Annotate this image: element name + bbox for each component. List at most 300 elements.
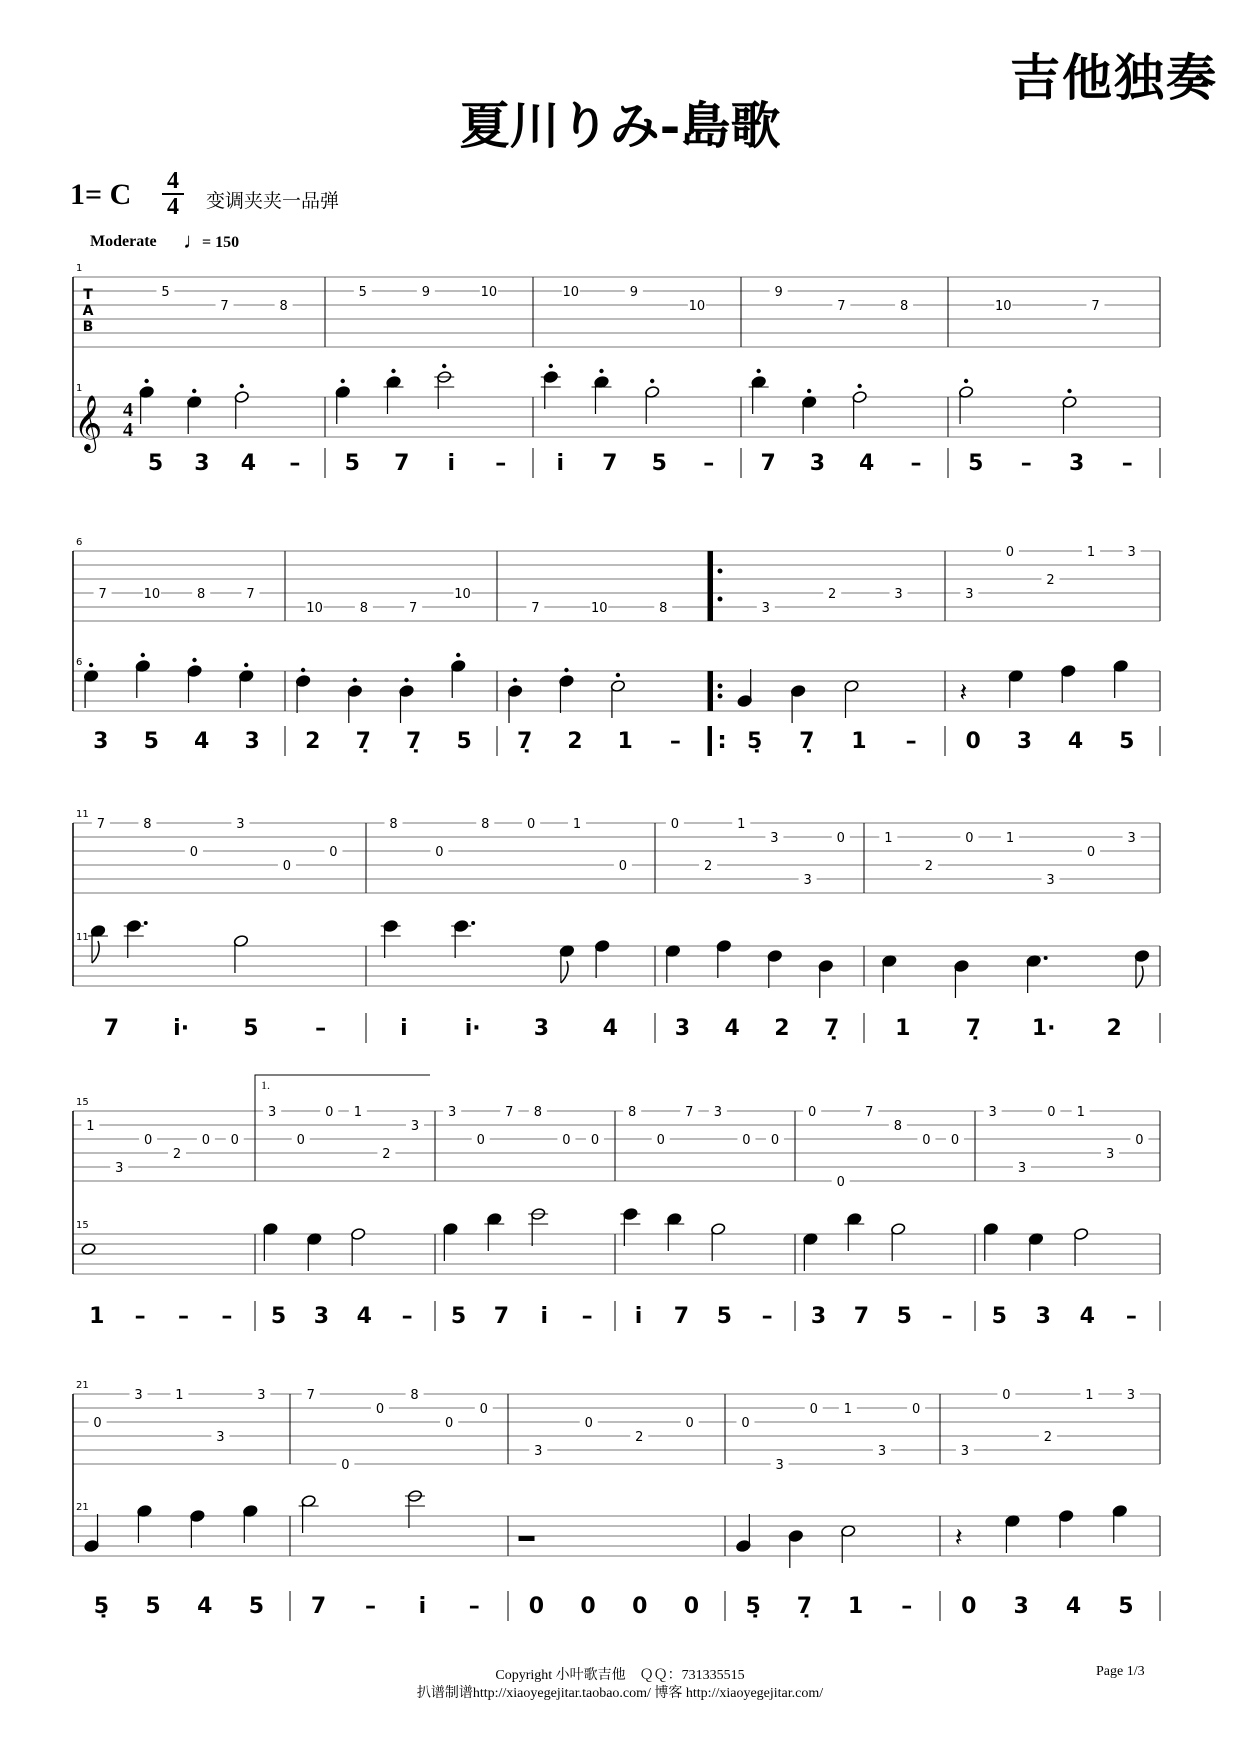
jianpu-number: 5 (651, 451, 667, 476)
tab-fret-number: 1 (843, 1402, 852, 1417)
jianpu-dash: – (905, 729, 917, 754)
tab-fret-number: 0 (809, 1402, 818, 1417)
tab-fret-number: 1 (1076, 1105, 1085, 1120)
tab-fret-number: 3 (713, 1105, 722, 1120)
staccato-dot (599, 369, 603, 373)
staccato-dot (192, 389, 196, 393)
jianpu-number: 5̣ (745, 1594, 761, 1619)
tab-fret-number: 2 (703, 859, 713, 874)
tempo-value: = 150 (202, 234, 240, 251)
tab-fret-number: 0 (93, 1416, 102, 1431)
jianpu-number: 1 (89, 1304, 105, 1329)
jianpu-number: 1 (895, 1016, 911, 1041)
jianpu-number: 4 (356, 1304, 372, 1329)
jianpu-dash: – (901, 1594, 913, 1619)
staccato-dot (240, 384, 244, 388)
note-flag (92, 941, 99, 963)
jianpu-dash: – (941, 1304, 953, 1329)
note-flag (1136, 966, 1143, 988)
tab-fret-number: 3 (1127, 831, 1136, 846)
staccato-dot (89, 663, 93, 667)
jianpu-number: i (556, 451, 565, 476)
tab-fret-number: 0 (836, 1175, 845, 1190)
note-flag (561, 961, 568, 983)
tab-fret-number: 9 (774, 285, 783, 300)
measure-number: 15 (76, 1220, 89, 1231)
tab-fret-number: 0 (584, 1416, 593, 1431)
measure-number: 21 (76, 1380, 89, 1391)
tab-fret-number: 8 (279, 299, 288, 314)
volta-bracket (255, 1075, 430, 1112)
jianpu-number: 3 (1069, 451, 1085, 476)
tab-fret-number: 0 (479, 1402, 488, 1417)
tab-fret-number: 0 (911, 1402, 921, 1417)
jianpu-number: 3 (93, 729, 109, 754)
jianpu-number: i (447, 451, 456, 476)
jianpu-number: 7 (760, 451, 776, 476)
tab-fret-number: 10 (306, 601, 323, 616)
tab-fret-number: 8 (389, 817, 398, 832)
measure-number: 1 (76, 263, 83, 274)
jianpu-number: 3 (810, 1304, 827, 1329)
volta-label: 1. (261, 1078, 270, 1092)
jianpu-number: 3 (1035, 1304, 1051, 1329)
repeat-barline-thick (708, 551, 713, 621)
tab-fret-number: 3 (1127, 545, 1136, 560)
jianpu-dash: – (669, 729, 681, 754)
jianpu-number: 2 (774, 1016, 790, 1041)
tab-fret-number: 10 (143, 587, 161, 602)
tab-fret-number: 7 (246, 587, 255, 602)
measure-number: 6 (76, 537, 83, 548)
jianpu-number: 5 (143, 729, 159, 754)
note-head (1134, 949, 1149, 962)
tempo-marking: Moderate (90, 233, 157, 250)
tab-fret-number: 0 (618, 859, 628, 874)
note-head (818, 959, 833, 972)
jianpu-number: 3 (1013, 1594, 1029, 1619)
tab-fret-number: 3 (894, 587, 903, 602)
tab-fret-number: 2 (635, 1430, 644, 1445)
tab-fret-number: 0 (143, 1133, 153, 1148)
jianpu-number: i· (464, 1016, 481, 1041)
tab-fret-number: 0 (742, 1133, 751, 1148)
note-head (1058, 1509, 1073, 1522)
tab-fret-number: 0 (1002, 1388, 1011, 1403)
tab-fret-number: 3 (134, 1388, 143, 1403)
quarter-note-icon: ♩ (183, 228, 205, 253)
quarter-rest: 𝄽 (959, 678, 968, 708)
tab-fret-number: 3 (877, 1444, 887, 1459)
tab-fret-number: 7 (685, 1105, 694, 1120)
tab-fret-number: 2 (1046, 573, 1055, 588)
tab-fret-number: 2 (382, 1147, 391, 1162)
tab-fret-number: 10 (562, 285, 580, 300)
staccato-dot (1067, 389, 1071, 393)
jianpu-number: 2 (1106, 1016, 1122, 1041)
jianpu-number: 0 (961, 1594, 977, 1619)
staccato-dot (141, 653, 145, 657)
measure-number: 6 (76, 657, 83, 668)
quarter-rest: 𝄽 (954, 1523, 963, 1553)
staccato-dot (301, 668, 305, 672)
tab-fret-number: 3 (1105, 1147, 1115, 1162)
jianpu-number: 7 (602, 451, 618, 476)
jianpu-dash: – (134, 1304, 146, 1329)
tab-fret-number: 3 (770, 831, 779, 846)
staccato-dot (244, 663, 248, 667)
capo-note: 变调夹夹一品弹 (206, 190, 340, 212)
jianpu-number: 7̣ (406, 729, 422, 754)
tab-fret-number: 7 (865, 1105, 874, 1120)
measure-number: 1 (76, 383, 83, 394)
staccato-dot (341, 379, 345, 383)
note-head (594, 939, 609, 952)
jianpu-dash: – (1125, 1304, 1137, 1329)
key-signature: 1= C (70, 178, 132, 211)
tab-fret-number: 3 (236, 817, 245, 832)
jianpu-number: 5 (248, 1594, 265, 1619)
tab-fret-number: 3 (965, 587, 974, 602)
staccato-dot (650, 379, 654, 383)
note-head (190, 1509, 205, 1522)
tab-fret-number: 3 (115, 1161, 124, 1176)
tab-fret-number: 3 (1046, 873, 1055, 888)
staccato-dot (442, 364, 446, 368)
tab-fret-number: 7 (306, 1388, 315, 1403)
note-head (559, 674, 574, 687)
tab-fret-number: 1 (884, 831, 893, 846)
staff-time-bottom: 4 (123, 419, 133, 441)
jianpu-number: i (634, 1304, 643, 1329)
jianpu-dash: – (289, 451, 301, 476)
tab-fret-number: 8 (143, 817, 152, 832)
tab-fret-number: 8 (533, 1105, 542, 1120)
jianpu-number: 4 (1079, 1304, 1095, 1329)
note-head (295, 674, 310, 687)
tab-fret-number: 8 (481, 817, 490, 832)
measure-number: 11 (76, 932, 89, 943)
tab-fret-number: 0 (282, 859, 292, 874)
jianpu-number: 7 (394, 451, 410, 476)
jianpu-dash: – (581, 1304, 593, 1329)
jianpu-number: 3 (194, 451, 210, 476)
tab-fret-number: 0 (189, 845, 199, 860)
repeat-dot (718, 597, 723, 602)
tab-fret-number: 0 (375, 1402, 385, 1417)
tab-fret-number: 8 (410, 1388, 419, 1403)
staccato-dot (144, 379, 148, 383)
tab-fret-number: 1 (353, 1105, 362, 1120)
jianpu-dash: – (703, 451, 715, 476)
jianpu-number: 7̣ (965, 1016, 981, 1041)
tab-fret-number: 3 (534, 1444, 543, 1459)
tab-fret-number: 7 (409, 601, 418, 616)
repeat-barline-thick (708, 671, 713, 711)
note-head (852, 390, 867, 403)
dotted-note (471, 921, 475, 925)
tab-fret-number: 0 (341, 1458, 350, 1473)
jianpu-number: 5 (968, 451, 984, 476)
jianpu-number: 3 (809, 451, 826, 476)
tab-fret-number: 1 (1005, 831, 1015, 846)
jianpu-number: 0 (528, 1594, 545, 1619)
jianpu-number: i (400, 1016, 408, 1041)
tab-clef: B (82, 319, 94, 335)
note-head (1061, 664, 1076, 677)
tab-fret-number: 3 (761, 601, 770, 616)
note-head (736, 1539, 751, 1552)
tab-fret-number: 1 (86, 1119, 95, 1134)
jianpu-number: 1 (617, 729, 633, 754)
jianpu-number: 4 (724, 1016, 740, 1041)
tab-fret-number: 10 (995, 299, 1012, 314)
song-title: 夏川りみ-島歌 (459, 96, 781, 155)
repeat-dot (718, 694, 723, 699)
repeat-dot (718, 569, 723, 574)
tab-fret-number: 0 (950, 1133, 960, 1148)
jianpu-number: 3 (533, 1016, 550, 1041)
note-head (767, 949, 782, 962)
jianpu-number: 2 (567, 729, 583, 754)
tab-fret-number: 0 (965, 831, 974, 846)
tab-fret-number: 8 (628, 1105, 637, 1120)
jianpu-number: 7 (493, 1304, 510, 1329)
staccato-dot (616, 673, 620, 677)
jianpu-number: 5̣ (747, 729, 763, 754)
jianpu-number: 3 (313, 1304, 330, 1329)
tab-fret-number: 0 (685, 1416, 694, 1431)
jianpu-number: 7̣ (796, 1594, 813, 1619)
tab-fret-number: 0 (922, 1133, 931, 1148)
jianpu-number: 1· (1031, 1016, 1056, 1041)
tab-fret-number: 0 (1086, 845, 1096, 860)
staccato-dot (353, 678, 357, 682)
tab-fret-number: 0 (670, 817, 680, 832)
note-head (399, 684, 414, 697)
time-bottom: 4 (167, 194, 179, 220)
repeat-barline-thick (708, 726, 712, 756)
jianpu-number: 5 (270, 1304, 287, 1329)
note-head (737, 694, 752, 707)
jianpu-number: 7̣ (355, 729, 371, 754)
page-number: Page 1/3 (1096, 1664, 1145, 1679)
staccato-dot (404, 678, 408, 682)
tab-fret-number: 0 (1005, 545, 1015, 560)
treble-clef: 𝄞 (73, 395, 103, 451)
tab-fret-number: 3 (257, 1388, 266, 1403)
tab-fret-number: 2 (924, 859, 934, 874)
tab-fret-number: 0 (1135, 1133, 1144, 1148)
tab-fret-number: 10 (454, 587, 471, 602)
jianpu-dash: – (364, 1594, 376, 1619)
measure-number: 21 (76, 1502, 89, 1513)
tab-fret-number: 0 (770, 1133, 780, 1148)
tab-fret-number: 7 (505, 1105, 514, 1120)
measure-number: 11 (76, 809, 89, 820)
jianpu-dash: – (401, 1304, 413, 1329)
jianpu-dash: – (468, 1594, 480, 1619)
jianpu-number: 4 (240, 451, 257, 476)
jianpu-number: 3 (244, 729, 260, 754)
tab-fret-number: 1 (737, 817, 746, 832)
tab-fret-number: 2 (828, 587, 837, 602)
jianpu-number: 0 (580, 1594, 596, 1619)
staccato-dot (192, 658, 196, 662)
jianpu-number: i· (173, 1016, 190, 1041)
tab-clef: A (82, 303, 94, 319)
time-top: 4 (167, 168, 179, 194)
tab-fret-number: 3 (410, 1119, 420, 1134)
jianpu-number: 5 (344, 451, 360, 476)
staccato-dot (549, 364, 553, 368)
tab-fret-number: 8 (893, 1119, 902, 1134)
dotted-note (144, 921, 148, 925)
tab-fret-number: 3 (803, 873, 812, 888)
jianpu-number: 4 (602, 1016, 618, 1041)
jianpu-number: 5 (1118, 1594, 1134, 1619)
tab-fret-number: 7 (220, 299, 229, 314)
tab-fret-number: 0 (741, 1416, 750, 1431)
dotted-note (1044, 956, 1048, 960)
jianpu-number: 5 (896, 1304, 912, 1329)
tab-fret-number: 3 (1017, 1161, 1027, 1176)
jianpu-number: 1 (851, 729, 867, 754)
jianpu-number: i (540, 1304, 549, 1329)
jianpu-number: 4 (859, 451, 875, 476)
note-head (788, 1529, 803, 1542)
tab-fret-number: 2 (172, 1147, 182, 1162)
tab-fret-number: 3 (960, 1444, 970, 1459)
tab-fret-number: 7 (1091, 299, 1100, 314)
staccato-dot (857, 384, 861, 388)
jianpu-number: i (418, 1594, 427, 1619)
jianpu-number: 0 (965, 729, 981, 754)
jianpu-number: 4 (197, 1594, 213, 1619)
jianpu-number: 5 (145, 1594, 161, 1619)
jianpu-dash: – (910, 451, 922, 476)
jianpu-number: 5 (456, 729, 472, 754)
whole-rest (519, 1536, 535, 1541)
tab-fret-number: 0 (562, 1133, 571, 1148)
tab-fret-number: 9 (629, 285, 638, 300)
jianpu-number: 5 (147, 451, 164, 476)
tab-fret-number: 1 (175, 1388, 184, 1403)
tab-fret-number: 7 (96, 817, 106, 832)
tab-fret-number: 5 (358, 285, 367, 300)
jianpu-number: 7̣ (516, 729, 533, 754)
tab-fret-number: 0 (445, 1416, 454, 1431)
tab-fret-number: 0 (296, 1133, 305, 1148)
jianpu-number: 7̣ (823, 1016, 840, 1041)
tab-fret-number: 0 (325, 1105, 334, 1120)
staccato-dot (756, 369, 760, 373)
jianpu-number: 7 (673, 1304, 690, 1329)
staff-time-top: 4 (123, 399, 133, 421)
jianpu-number: 5 (243, 1016, 259, 1041)
tab-fret-number: 0 (527, 817, 536, 832)
note-head (1073, 1227, 1088, 1240)
jianpu-number: 5 (450, 1304, 467, 1329)
jianpu-dash: – (178, 1304, 189, 1329)
note-head (84, 1539, 99, 1552)
note-head (187, 664, 202, 677)
tab-fret-number: 3 (268, 1105, 277, 1120)
jianpu-dash: – (315, 1016, 327, 1041)
tab-fret-number: 7 (531, 601, 540, 616)
jianpu-number: 7 (310, 1594, 327, 1619)
jianpu-number: 4 (1065, 1594, 1082, 1619)
tab-fret-number: 5 (161, 285, 170, 300)
jianpu-dash: – (761, 1304, 773, 1329)
tab-fret-number: 10 (480, 285, 498, 300)
jianpu-number: 7̣ (799, 729, 815, 754)
note-head (234, 390, 249, 403)
tab-fret-number: 7 (837, 299, 846, 314)
tab-fret-number: 0 (476, 1133, 485, 1148)
staccato-dot (391, 369, 395, 373)
note-head (507, 684, 522, 697)
jianpu-dash: – (221, 1304, 233, 1329)
jianpu-number: 3 (674, 1016, 691, 1041)
tab-fret-number: 3 (775, 1458, 784, 1473)
jianpu-number: 4 (194, 729, 210, 754)
tab-fret-number: 10 (688, 299, 706, 314)
jianpu-number: 5 (716, 1304, 732, 1329)
note-head (350, 1227, 365, 1240)
jianpu-number: 5̣ (93, 1594, 110, 1619)
tab-fret-number: 1 (1086, 545, 1096, 560)
jianpu-dash: – (1121, 451, 1133, 476)
note-head (790, 684, 805, 697)
tab-fret-number: 8 (197, 587, 206, 602)
measure-number: 15 (76, 1097, 89, 1108)
tab-fret-number: 2 (1043, 1430, 1053, 1445)
jianpu-number: 0 (683, 1594, 700, 1619)
jianpu-dash: – (495, 451, 507, 476)
copyright-line: Copyright 小叶歌吉他 ＱＱ：731335515 (495, 1668, 745, 1683)
repeat-dot (718, 684, 723, 689)
note-head (347, 684, 362, 697)
jianpu-dash: – (1020, 451, 1032, 476)
tab-fret-number: 0 (435, 845, 444, 860)
staccato-dot (513, 678, 517, 682)
tab-fret-number: 0 (808, 1105, 817, 1120)
tab-fret-number: 0 (836, 831, 845, 846)
staccato-dot (964, 379, 968, 383)
tab-fret-number: 7 (98, 587, 107, 602)
note-head (716, 939, 731, 952)
tab-fret-number: 0 (201, 1133, 211, 1148)
tab-fret-number: 3 (1126, 1388, 1136, 1403)
repeat-colon: : (717, 726, 727, 754)
jianpu-number: 5 (1119, 729, 1135, 754)
tab-fret-number: 1 (1085, 1388, 1094, 1403)
jianpu-number: 7 (103, 1016, 120, 1041)
tab-clef: T (83, 287, 93, 303)
staccato-dot (564, 668, 568, 672)
tab-fret-number: 10 (591, 601, 608, 616)
tab-fret-number: 3 (216, 1430, 225, 1445)
solo-guitar-tag: 吉他独奏 (1010, 49, 1218, 107)
jianpu-number: 7 (853, 1304, 870, 1329)
tab-fret-number: 8 (359, 601, 369, 616)
jianpu-number: 2 (305, 729, 321, 754)
tab-fret-number: 9 (421, 285, 430, 300)
staccato-dot (807, 389, 811, 393)
tab-fret-number: 8 (659, 601, 668, 616)
note-head (954, 959, 969, 972)
